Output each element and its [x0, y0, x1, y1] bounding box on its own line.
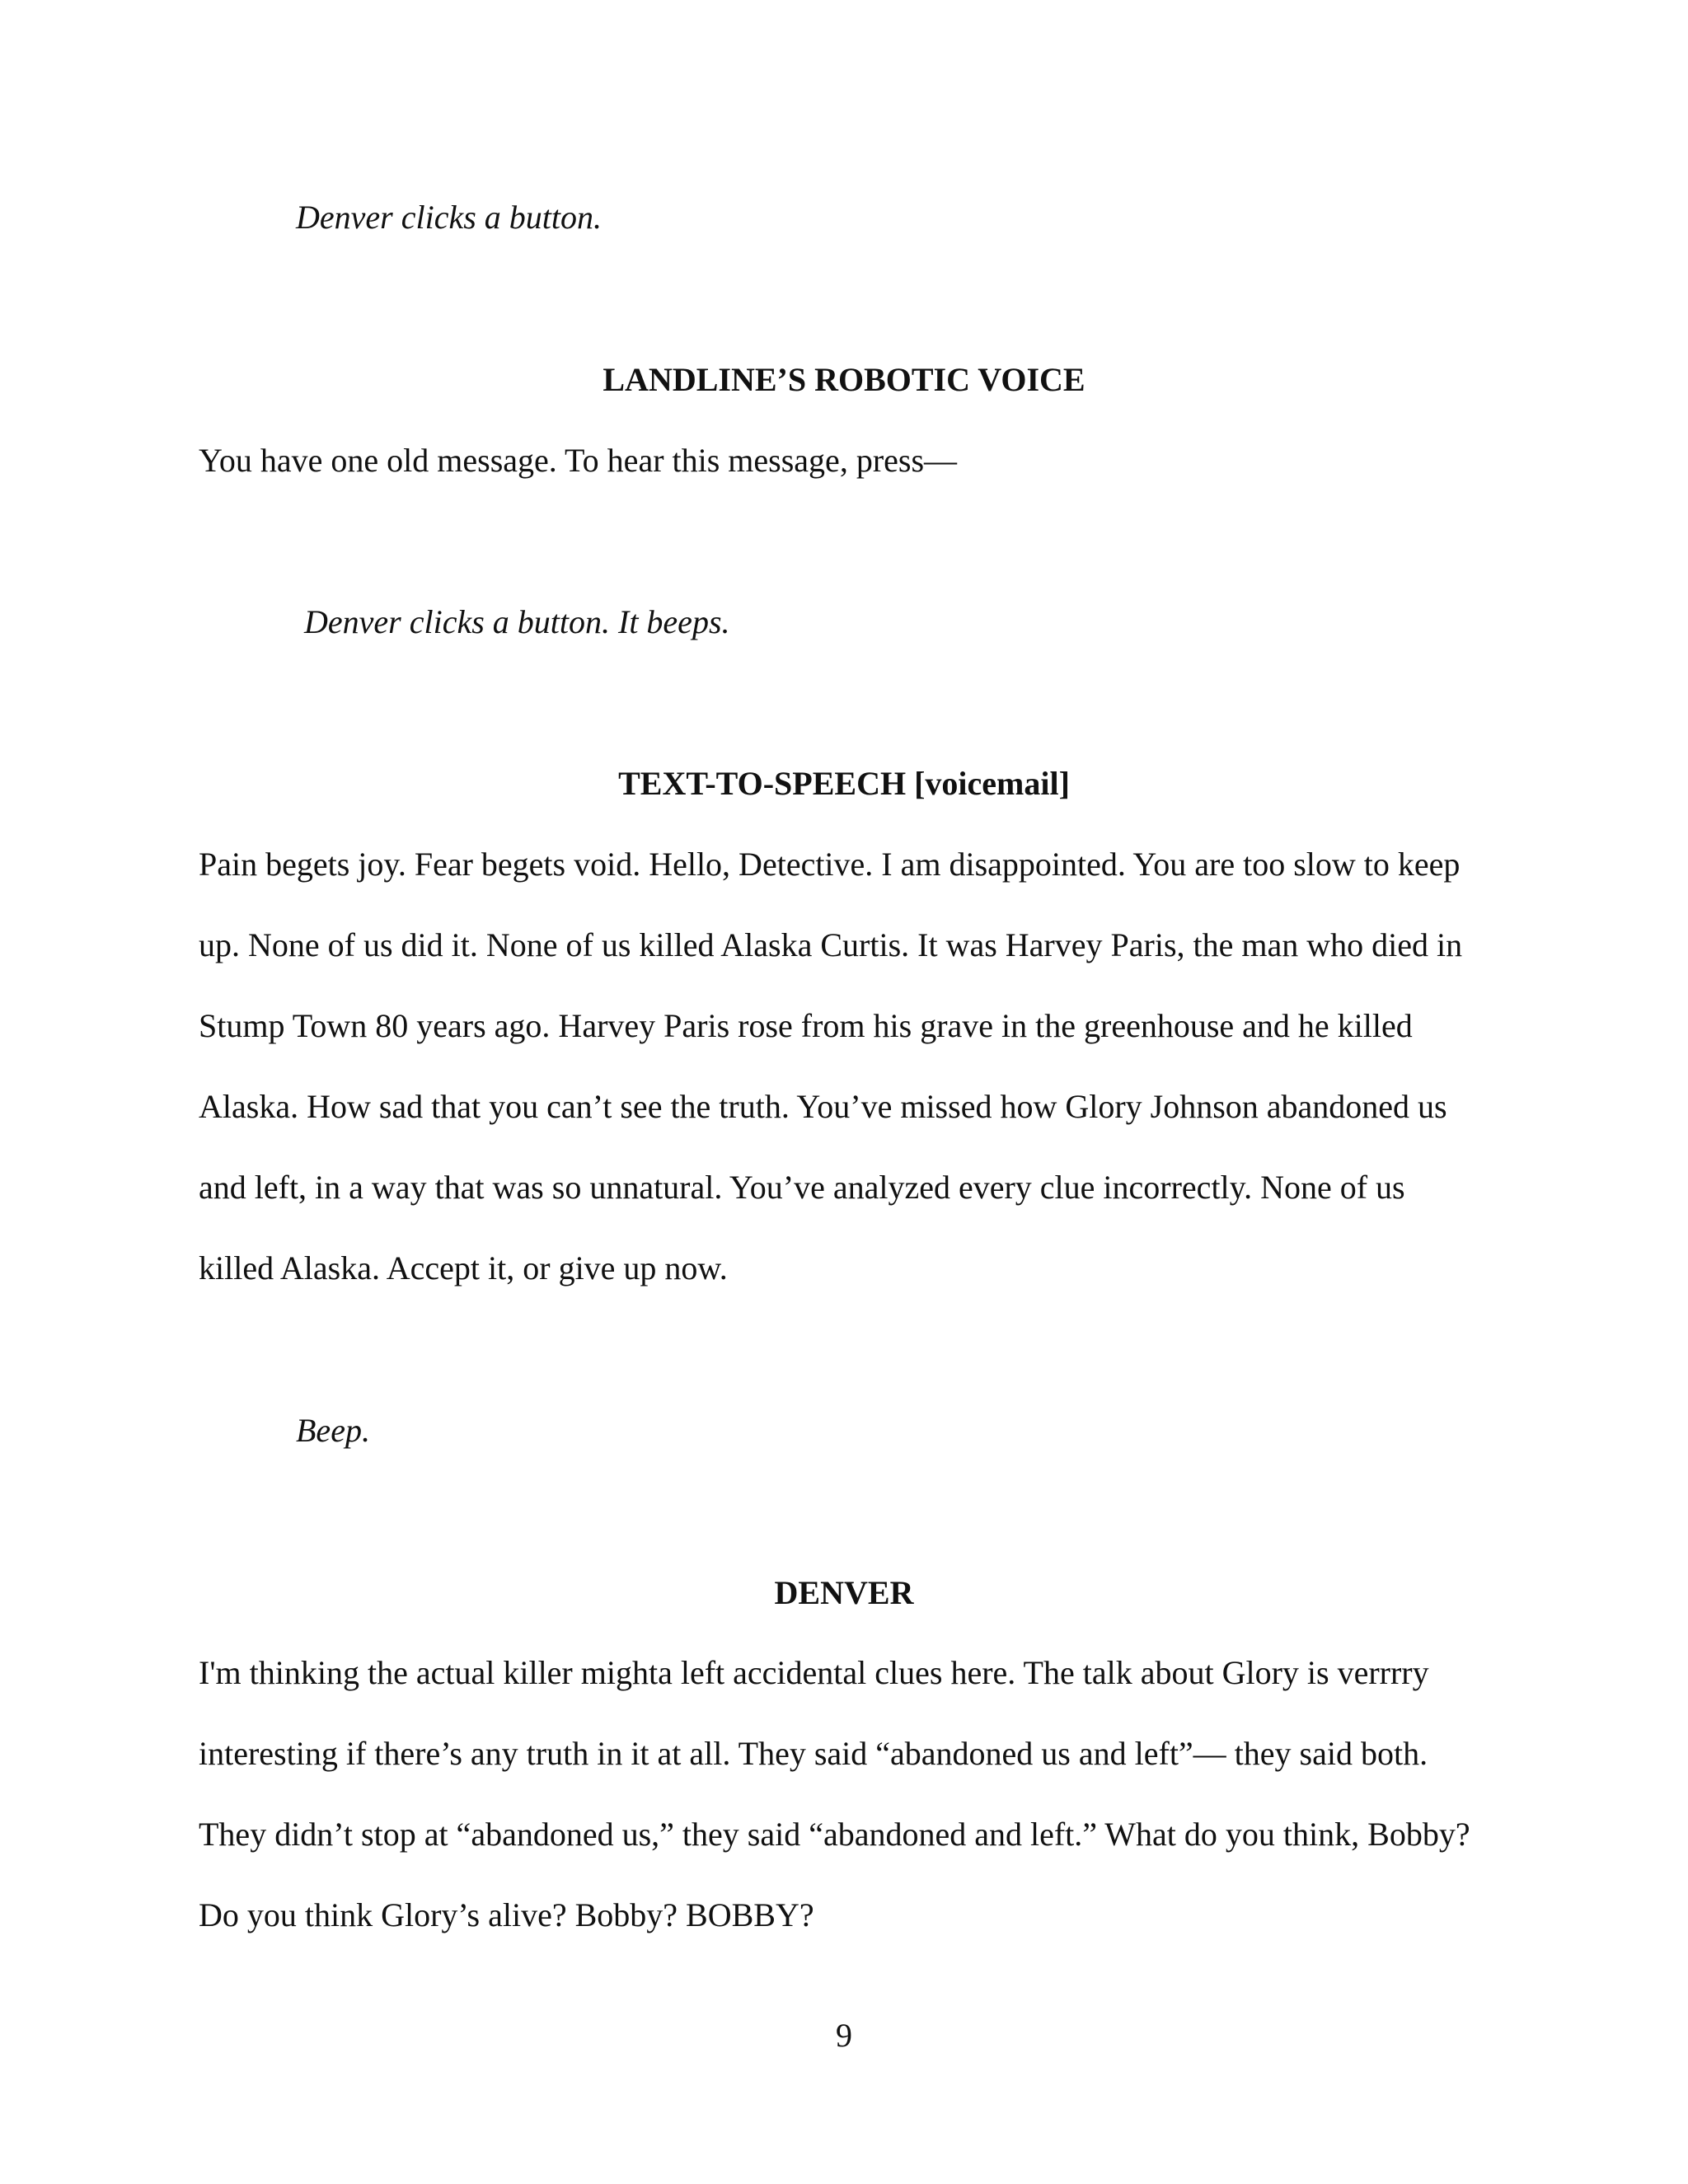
- dialogue-line: Do you think Glory’s alive? Bobby? BOBBY?: [199, 1896, 814, 1933]
- character-name: DENVER: [774, 1574, 914, 1611]
- page-number: 9: [836, 2017, 852, 2054]
- dialogue-line: You have one old message. To hear this message, press—: [199, 442, 958, 479]
- dialogue-line: I'm thinking the actual killer mighta left accidental clues here. The talk about Glory is verrrry: [199, 1654, 1429, 1691]
- dialogue-line: interesting if there’s any truth in it at all. They said “abandoned us and left”— they said both.: [199, 1735, 1428, 1772]
- dialogue-line: up. None of us did it. None of us killed Alaska Curtis. It was Harvey Paris, the man who died in: [199, 926, 1463, 963]
- dialogue-line: killed Alaska. Accept it, or give up now.: [199, 1249, 728, 1286]
- dialogue-line: Alaska. How sad that you can’t see the truth. You’ve missed how Glory Johnson abandoned us: [199, 1088, 1447, 1125]
- character-name: TEXT-TO-SPEECH [voicemail]: [618, 765, 1070, 802]
- character-name: LANDLINE’S ROBOTIC VOICE: [603, 361, 1085, 398]
- stage-direction: Denver clicks a button.: [296, 199, 602, 236]
- dialogue-line: Stump Town 80 years ago. Harvey Paris rose from his grave in the greenhouse and he killed: [199, 1007, 1413, 1044]
- stage-direction: Beep.: [296, 1412, 370, 1449]
- dialogue-line: They didn’t stop at “abandoned us,” they said “abandoned and left.” What do you think, Bobby?: [199, 1816, 1470, 1853]
- dialogue-line: and left, in a way that was so unnatural. You’ve analyzed every clue incorrectly. None of us: [199, 1169, 1405, 1206]
- dialogue-line: Pain begets joy. Fear begets void. Hello, Detective. I am disappointed. You are too slow to keep: [199, 846, 1461, 883]
- stage-direction: Denver clicks a button. It beeps.: [304, 603, 730, 640]
